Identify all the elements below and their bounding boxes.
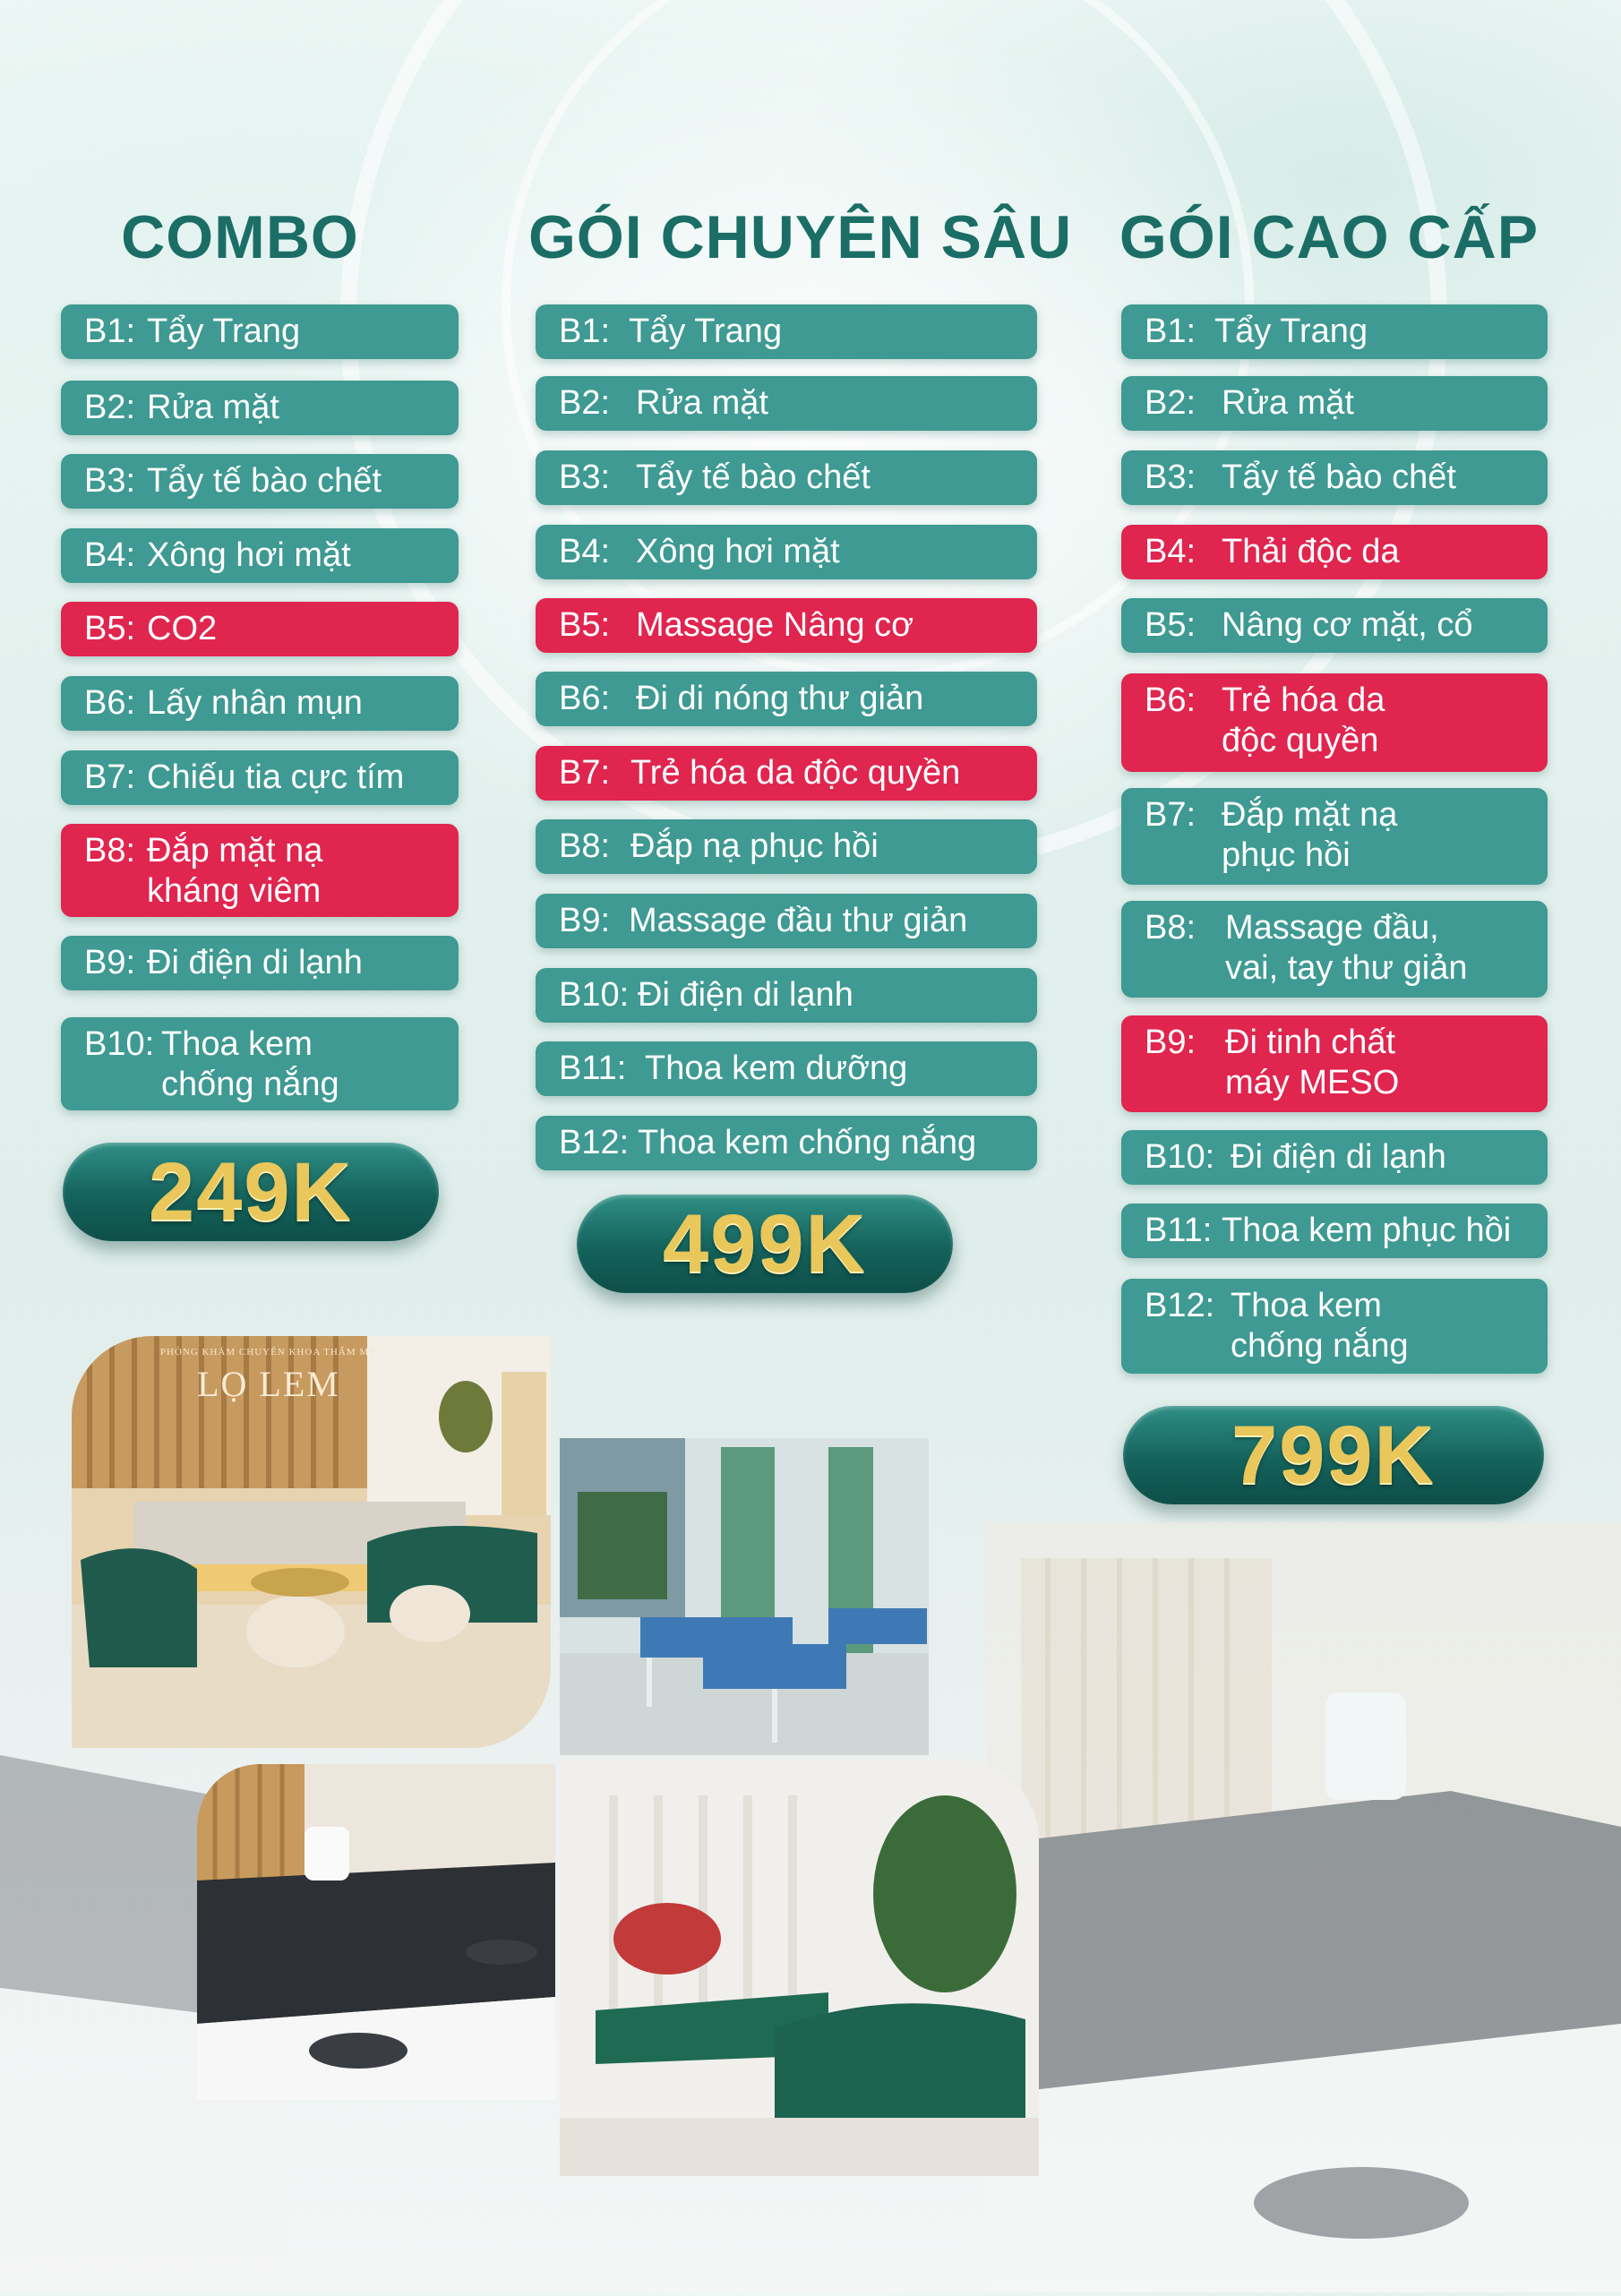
step-item: B2: Rửa mặt xyxy=(1121,376,1548,431)
clinic-subtitle: PHÒNG KHÁM CHUYÊN KHOA THẨM MỸ xyxy=(159,1347,378,1358)
step-item-highlight: B5: Massage Nâng cơ xyxy=(536,598,1037,653)
treatment-beds-photo xyxy=(197,1764,555,2100)
step-item: B10: Đi điện di lạnh xyxy=(1121,1130,1548,1185)
step-item: B4: Xông hơi mặt xyxy=(61,528,459,583)
step-item: B2: Rửa mặt xyxy=(536,376,1037,431)
clinic-lobby-photo xyxy=(72,1336,551,1748)
step-item: B7: Chiếu tia cực tím xyxy=(61,750,459,805)
clinic-logo-text: LỌ LEM xyxy=(197,1364,340,1404)
step-item: B3: Tẩy tế bào chết xyxy=(536,450,1037,505)
background-treatment-room-image xyxy=(985,1522,1621,2292)
step-item: B1: Tẩy Trang xyxy=(536,304,1037,359)
step-item-highlight: B8: Đắp mặt nạ kháng viêm xyxy=(61,824,459,917)
step-item: B9: Đi điện di lạnh xyxy=(61,936,459,990)
step-item: B1: Tẩy Trang xyxy=(1121,304,1548,359)
lounge-photo xyxy=(560,1760,1039,2176)
step-item: B7: Đắp mặt nạ phục hồi xyxy=(1121,788,1548,885)
step-item: B9: Massage đầu thư giản xyxy=(536,894,1037,948)
package-title: COMBO xyxy=(121,203,359,271)
patient-room-photo xyxy=(560,1438,929,1755)
step-item-highlight: B6: Trẻ hóa da độc quyền xyxy=(1121,673,1548,772)
step-item-highlight: B7: Trẻ hóa da độc quyền xyxy=(536,746,1037,801)
step-item: B1: Tẩy Trang xyxy=(61,304,459,359)
step-item: B4: Xông hơi mặt xyxy=(536,525,1037,579)
step-item: B3: Tẩy tế bào chết xyxy=(1121,450,1548,505)
step-item: B2: Rửa mặt xyxy=(61,381,459,435)
step-item: B6: Lấy nhân mụn xyxy=(61,676,459,731)
step-item: B11: Thoa kem dưỡng xyxy=(536,1041,1037,1096)
step-item-highlight: B9: Đi tinh chất máy MESO xyxy=(1121,1015,1548,1112)
step-item: B6: Đi di nóng thư giản xyxy=(536,672,1037,726)
step-item: B5: Nâng cơ mặt, cổ xyxy=(1121,598,1548,653)
price-badge: 499K xyxy=(577,1195,953,1293)
package-title: GÓI CAO CẤP xyxy=(1119,203,1540,271)
step-item: B12: Thoa kem chống nắng xyxy=(1121,1279,1548,1374)
step-item: B11: Thoa kem phục hồi xyxy=(1121,1204,1548,1258)
step-item: B10: Đi điện di lạnh xyxy=(536,968,1037,1023)
step-item: B10: Thoa kem chống nắng xyxy=(61,1017,459,1110)
step-item-highlight: B4: Thải độc da xyxy=(1121,525,1548,579)
step-item: B8: Massage đầu, vai, tay thư giản xyxy=(1121,901,1548,998)
price-badge: 799K xyxy=(1123,1406,1544,1504)
step-item: B12: Thoa kem chống nắng xyxy=(536,1116,1037,1170)
package-title: GÓI CHUYÊN SÂU xyxy=(528,203,1073,271)
price-badge: 249K xyxy=(63,1143,439,1241)
step-item-highlight: B5: CO2 xyxy=(61,602,459,656)
step-item: B3: Tẩy tế bào chết xyxy=(61,454,459,509)
step-item: B8: Đắp nạ phục hồi xyxy=(536,819,1037,874)
